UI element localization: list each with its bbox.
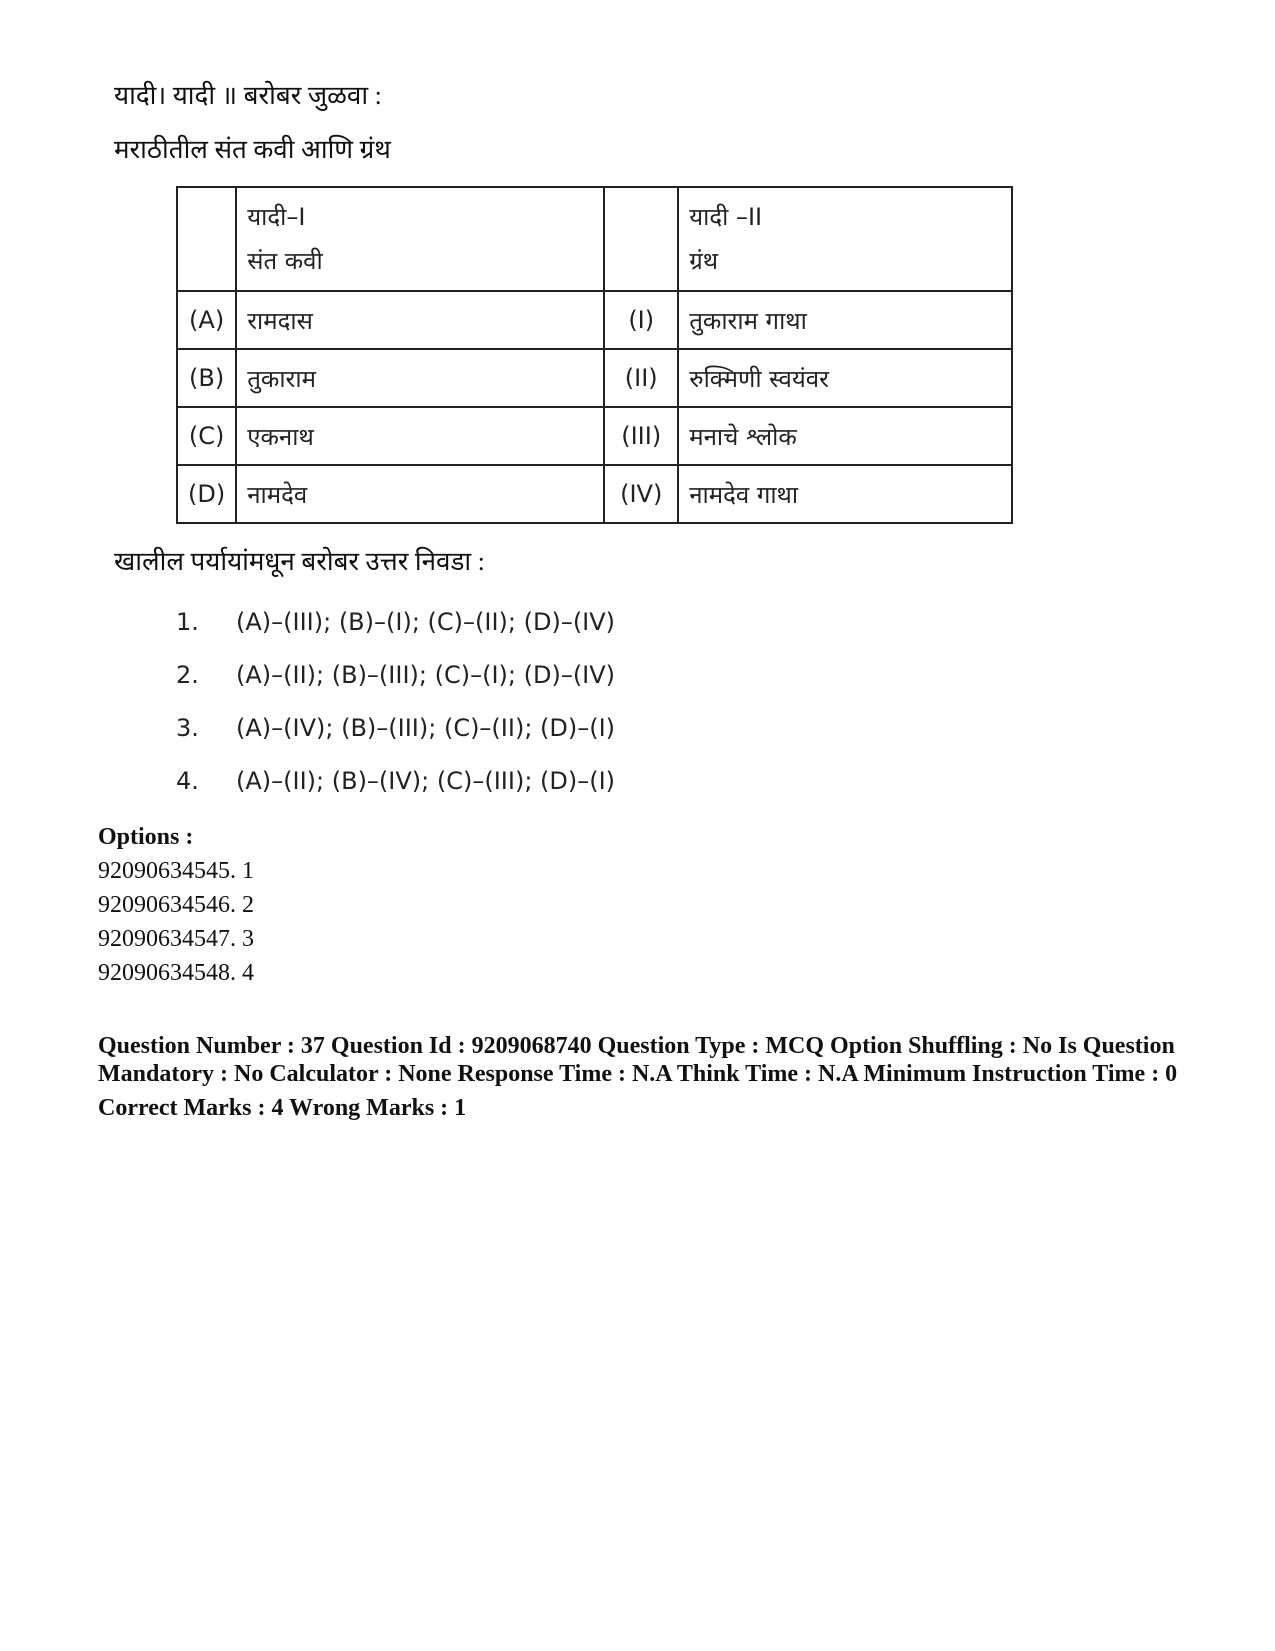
match-table-header [177, 187, 1012, 291]
choice-item [176, 608, 615, 661]
row-value-right: नामदेव गाथा [678, 465, 1012, 523]
row-value-right: तुकाराम गाथा [678, 291, 1012, 349]
header-list-2-subtitle: ग्रंथ [689, 247, 719, 275]
options-heading: Options : [98, 824, 194, 850]
choice-number: 1. [176, 608, 199, 636]
row-key-right: (I) [604, 291, 678, 349]
header-list-1-title: यादी–I [247, 203, 306, 231]
table-row [177, 291, 1012, 349]
row-key-right: (IV) [604, 465, 678, 523]
question-subtitle: मराठीतील संत कवी आणि ग्रंथ [114, 135, 391, 164]
row-key-left: (A) [177, 291, 236, 349]
row-value-right: मनाचे श्लोक [678, 407, 1012, 465]
question-meta-section [98, 1032, 1178, 1122]
question-marks: Correct Marks : 4 Wrong Marks : 1 [98, 1095, 467, 1121]
choice-text: (A)–(III); (B)–(I); (C)–(II); (D)–(IV) [236, 608, 616, 636]
option-item: 92090634546. 2 [98, 892, 254, 918]
choice-text: (A)–(IV); (B)–(III); (C)–(II); (D)–(I) [236, 714, 616, 742]
header-empty-right [604, 187, 678, 291]
choice-text: (A)–(II); (B)–(III); (C)–(I); (D)–(IV) [236, 661, 616, 689]
header-list-1 [236, 187, 604, 291]
choice-number: 3. [176, 714, 199, 742]
row-key-right: (II) [604, 349, 678, 407]
row-key-left: (D) [177, 465, 236, 523]
row-key-left: (B) [177, 349, 236, 407]
choice-text: (A)–(II); (B)–(IV); (C)–(III); (D)–(I) [236, 767, 616, 795]
row-value-left: एकनाथ [236, 407, 604, 465]
row-value-left: तुकाराम [236, 349, 604, 407]
options-section [98, 820, 254, 990]
choose-prompt: खालील पर्यायांमधून बरोबर उत्तर निवडा : [114, 547, 485, 576]
match-table [176, 186, 1013, 524]
table-row [177, 349, 1012, 407]
header-list-1-subtitle: संत कवी [247, 247, 323, 275]
choice-item [176, 767, 615, 820]
option-item: 92090634545. 1 [98, 858, 254, 884]
option-item: 92090634548. 4 [98, 960, 254, 986]
header-empty-left [177, 187, 236, 291]
choice-number: 4. [176, 767, 199, 795]
choice-number: 2. [176, 661, 199, 689]
row-value-left: रामदास [236, 291, 604, 349]
answer-choices [176, 608, 615, 820]
question-instruction: यादी। यादी ॥ बरोबर जुळवा : [114, 81, 382, 110]
header-list-2-title: यादी –II [689, 203, 763, 231]
choice-item [176, 661, 615, 714]
row-value-right: रुक्मिणी स्वयंवर [678, 349, 1012, 407]
header-list-2 [678, 187, 1012, 291]
row-key-right: (III) [604, 407, 678, 465]
table-row [177, 465, 1012, 523]
row-value-left: नामदेव [236, 465, 604, 523]
question-meta: Question Number : 37 Question Id : 9209068740 Question Type : MCQ Option Shuffling : No Is Question Mandatory : No Calculator : None Response Time : N.A Think Time : N.A Minimum Instruction Time : 0 [98, 1033, 1178, 1087]
row-key-left: (C) [177, 407, 236, 465]
table-row [177, 407, 1012, 465]
option-item: 92090634547. 3 [98, 926, 254, 952]
choice-item [176, 714, 615, 767]
